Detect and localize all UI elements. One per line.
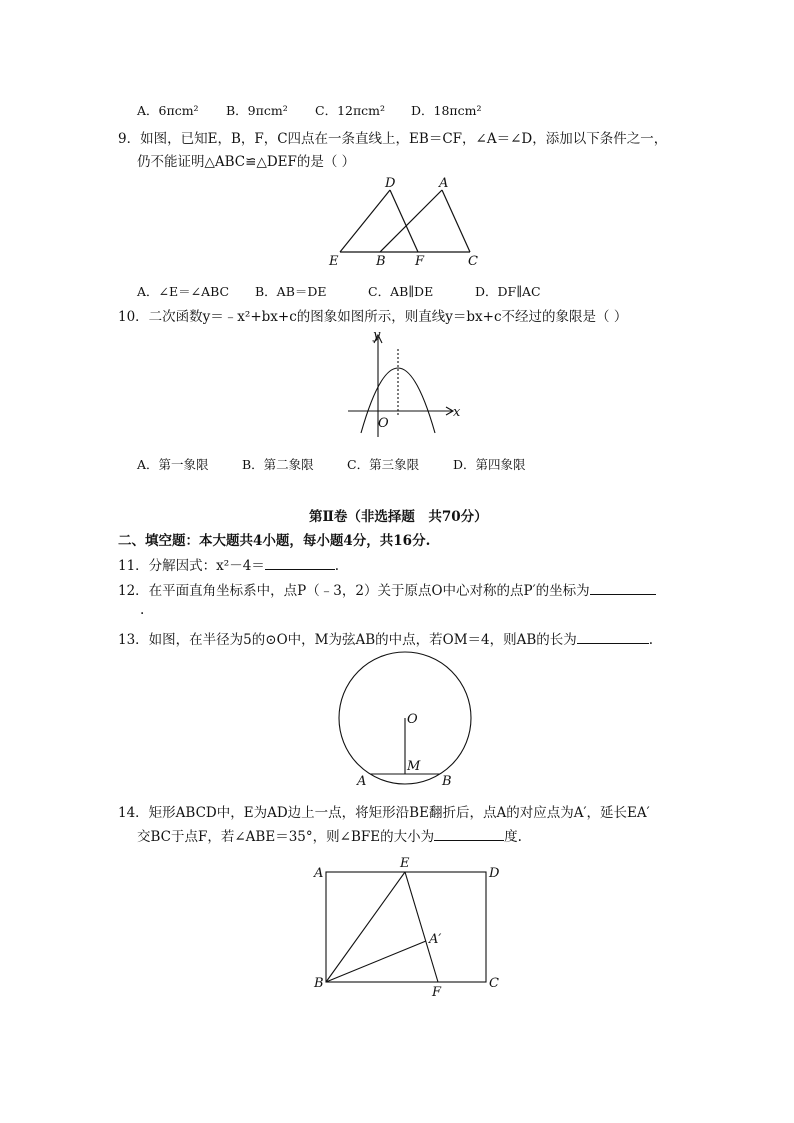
- q13-text: 13．如图，在半径为5的⊙O中，M为弦AB的中点，若OM＝4，则AB的长为: [118, 632, 577, 648]
- q14-text: 交BC于点F，若∠ABE＝35°，则∠BFE的大小为: [137, 829, 435, 845]
- q9-segment-df: [390, 190, 418, 252]
- q13-answer-blank[interactable]: [577, 631, 649, 644]
- q9-triangle-figure: [320, 172, 490, 272]
- q14-label-b: B: [314, 976, 324, 991]
- q8-option-c: C．12πcm²: [315, 103, 386, 118]
- q9-label-f: F: [415, 254, 425, 269]
- q10-option-b: B．第二象限: [242, 457, 314, 472]
- q9-option-b: B．AB＝DE: [255, 284, 327, 299]
- q10-parabola-figure: [340, 325, 470, 440]
- q9-line1: 9．如图，已知E，B，F，C四点在一条直线上，EB＝CF，∠A＝∠D，添加以下条件之一，: [118, 131, 668, 147]
- q14-rectangle-figure: [308, 852, 504, 1002]
- q9-option-d: D．DF∥AC: [475, 284, 541, 299]
- q9-segment-ed: [340, 190, 390, 252]
- q12-question: [118, 579, 656, 599]
- q11-text: 11．分解因式：x²－4＝: [118, 558, 265, 574]
- section2-title: 第Ⅱ卷（非选择题 共70分）: [309, 509, 488, 525]
- q13-label-o: O: [407, 712, 418, 727]
- q13-label-m: M: [407, 759, 421, 774]
- q10-label-o: O: [378, 416, 389, 431]
- q14-label-a: A: [314, 866, 324, 881]
- q14-rectangle-abcd: [326, 872, 486, 982]
- q13-circle-figure: [330, 648, 480, 790]
- q12-end: .: [140, 602, 145, 618]
- q9-line2: 仍不能证明△ABC≌△DEF的是（ ）: [137, 154, 356, 170]
- q13-end: .: [648, 632, 654, 648]
- q8-option-d: D．18πcm²: [411, 103, 482, 118]
- q9-label-d: D: [385, 176, 396, 191]
- q8-option-b: B．9πcm²: [226, 103, 288, 118]
- q14-line2: [137, 825, 522, 845]
- q10-label-y: y: [373, 328, 381, 343]
- q12-text: 12．在平面直角坐标系中，点P（﹣3，2）关于原点O中心对称的点P′的坐标为: [118, 583, 590, 599]
- q9-label-a: A: [439, 176, 449, 191]
- q11-answer-blank[interactable]: [265, 557, 335, 570]
- q10-options: [137, 455, 526, 473]
- q10-label-x: x: [453, 405, 461, 420]
- q10-question: 10．二次函数y＝﹣x²+bx+c的图象如图所示，则直线y＝bx+c不经过的象限是（ ）: [118, 309, 628, 325]
- q14-label-d: D: [489, 866, 500, 881]
- q9-segment-ac: [442, 190, 470, 252]
- q9-option-a: A．∠E＝∠ABC: [137, 284, 230, 299]
- q11-question: [118, 554, 339, 574]
- q13-label-a: A: [357, 774, 367, 789]
- q14-label-f: F: [432, 985, 442, 1000]
- q8-option-a: A．6πcm²: [137, 103, 199, 118]
- q11-end: .: [334, 558, 340, 574]
- q9-options: [137, 282, 541, 300]
- section2-heading: 二、填空题：本大题共4小题，每小题4分，共16分.: [118, 533, 431, 549]
- q8-options: [137, 101, 482, 119]
- q10-option-a: A．第一象限: [137, 457, 209, 472]
- q10-option-c: C．第三象限: [347, 457, 420, 472]
- q9-label-b: B: [376, 254, 386, 269]
- q14-end: 度.: [504, 829, 522, 845]
- q9-label-c: C: [468, 254, 478, 269]
- q14-label-a-prime: A′: [429, 932, 442, 947]
- q10-option-d: D．第四象限: [453, 457, 526, 472]
- q14-line1: 14．矩形ABCD中，E为AD边上一点，将矩形沿BE翻折后，点A的对应点为A′，延长EA′: [118, 805, 650, 821]
- q14-segment-ef: [405, 872, 438, 982]
- q14-label-c: C: [489, 976, 499, 991]
- q14-label-e: E: [400, 856, 410, 871]
- q14-answer-blank[interactable]: [434, 828, 504, 841]
- q13-question: [118, 628, 653, 648]
- q12-answer-blank[interactable]: [590, 582, 656, 595]
- q9-segment-ba: [380, 190, 442, 252]
- q13-label-b: B: [442, 774, 452, 789]
- q9-label-e: E: [329, 254, 339, 269]
- q9-option-c: C．AB∥DE: [368, 284, 434, 299]
